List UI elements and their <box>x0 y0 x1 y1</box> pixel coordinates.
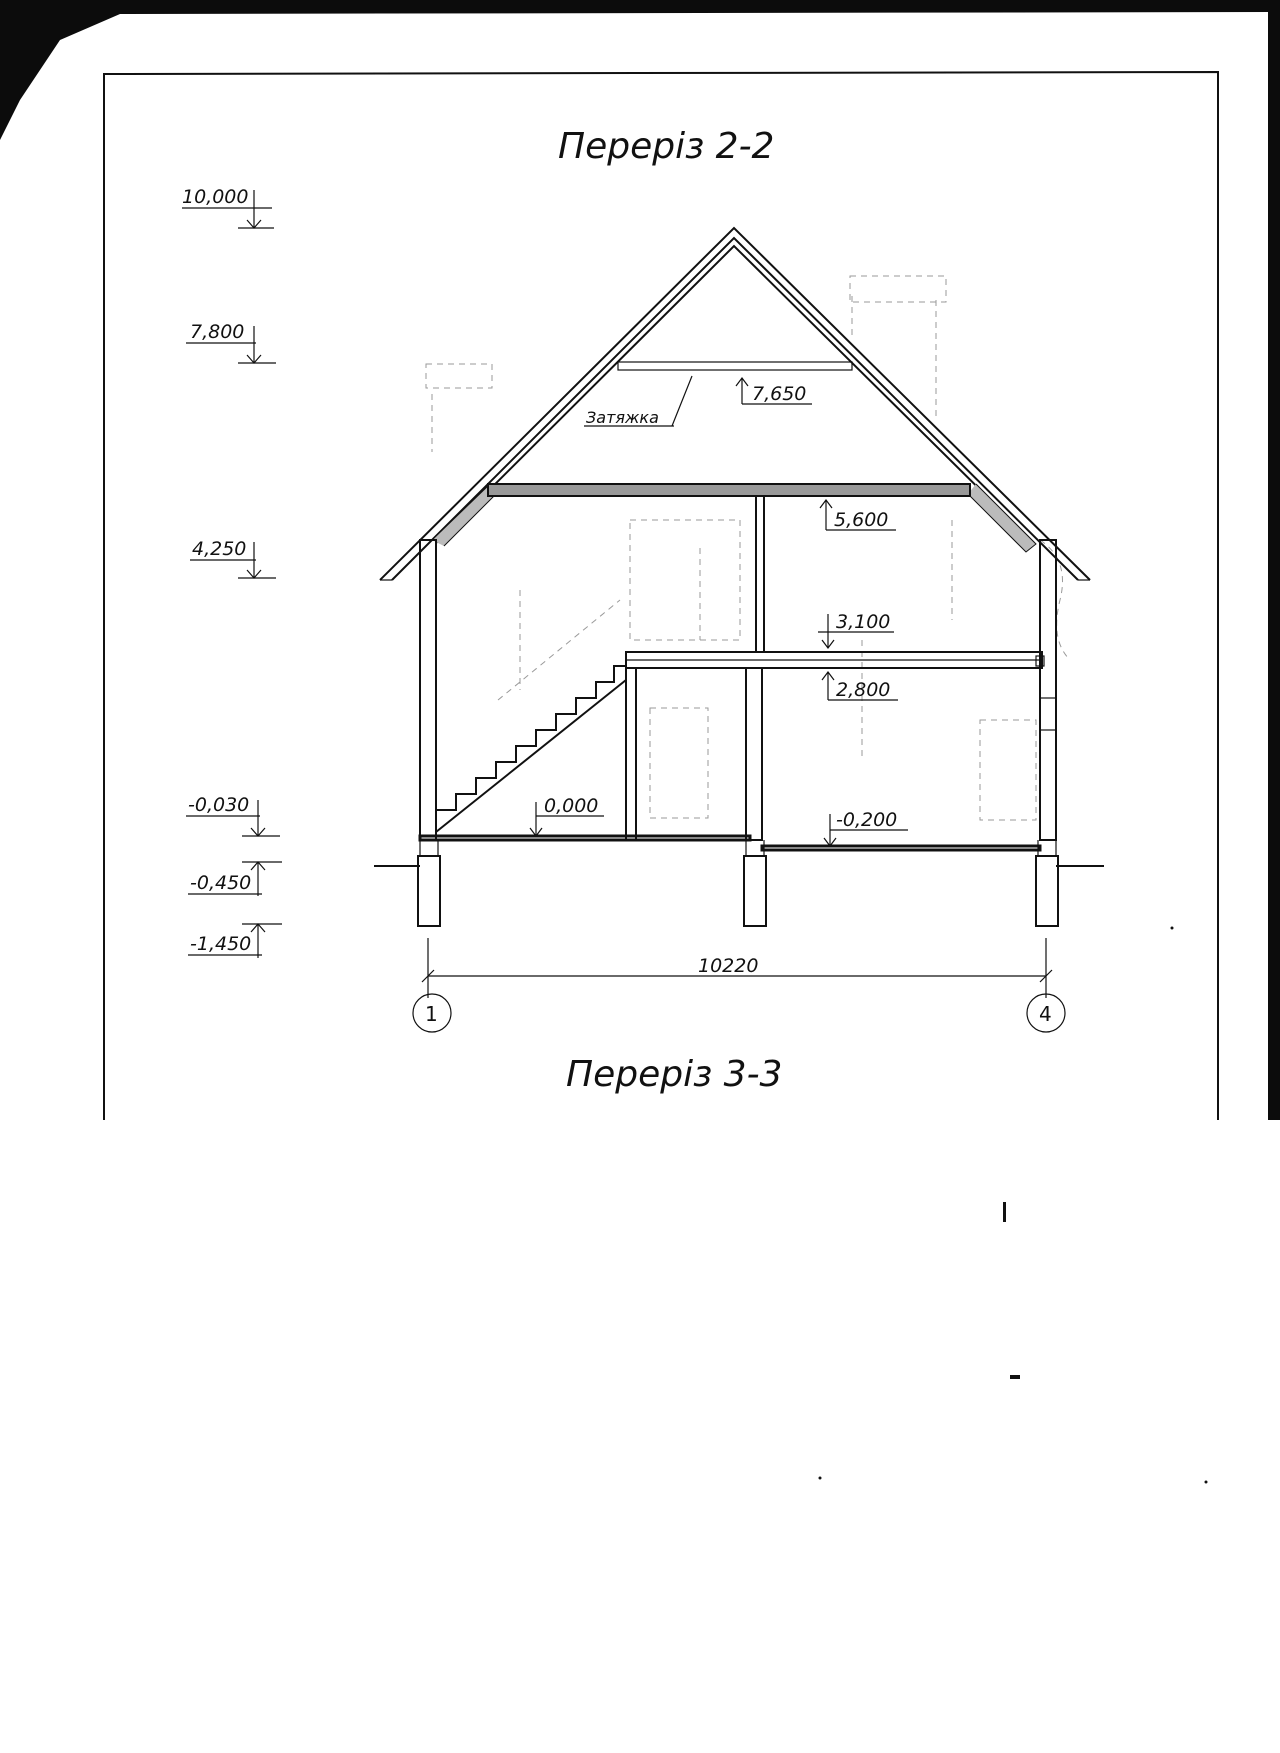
level-mark-7650 <box>736 378 812 405</box>
left-level-marks <box>182 186 282 958</box>
exterior-walls <box>420 540 1056 840</box>
scan-edge-shadow <box>0 0 1280 140</box>
svg-text:4,250: 4,250 <box>192 538 247 560</box>
svg-text:-1,450: -1,450 <box>190 933 252 955</box>
upper-floor-slab <box>626 652 1044 668</box>
level-mark-minus-0450 <box>188 862 282 896</box>
attic-floor-slab <box>488 484 970 496</box>
axis-marker-1 <box>413 994 451 1032</box>
dimension-value: 10220 <box>698 955 759 977</box>
svg-text:0,000: 0,000 <box>544 795 599 817</box>
svg-text:-0,200: -0,200 <box>836 809 898 831</box>
interior-wall-lower <box>746 668 762 840</box>
svg-text:7,800: 7,800 <box>190 321 245 343</box>
stair-wall <box>626 668 636 840</box>
svg-text:2,800: 2,800 <box>836 679 891 701</box>
svg-text:7,650: 7,650 <box>752 383 807 405</box>
level-mark-minus-0200 <box>824 809 908 846</box>
interior-wall-upper <box>756 496 764 652</box>
level-mark-0000 <box>530 795 604 836</box>
svg-text:5,600: 5,600 <box>834 509 889 531</box>
level-mark-5600 <box>820 500 896 531</box>
ground-floor-slab <box>420 836 1040 850</box>
svg-text:4: 4 <box>1039 1002 1052 1026</box>
tie-beam <box>584 362 852 427</box>
axis-marker-4 <box>1027 994 1065 1032</box>
section-title-3-3: Переріз 3-3 <box>566 1054 783 1095</box>
level-mark-4250 <box>190 538 276 578</box>
level-mark-minus-1450 <box>188 924 282 958</box>
level-mark-3100 <box>818 611 894 648</box>
level-mark-2800 <box>822 672 898 701</box>
section-title-2-2: Переріз 2-2 <box>558 126 775 167</box>
level-mark-7800 <box>186 321 276 363</box>
svg-text:-0,450: -0,450 <box>190 872 252 894</box>
drawing-frame <box>104 72 1218 1120</box>
level-mark-10000 <box>182 186 274 228</box>
level-mark-minus-0030 <box>186 794 280 836</box>
svg-text:10,000: 10,000 <box>182 186 249 208</box>
scan-right-edge <box>1268 0 1280 1120</box>
foundations <box>374 840 1104 926</box>
section-level-marks <box>530 378 908 846</box>
ghost-details <box>426 276 1070 820</box>
svg-text:1: 1 <box>425 1002 438 1026</box>
overall-dimension <box>422 938 1052 998</box>
tie-beam-label: Затяжка <box>586 408 659 427</box>
roof <box>380 228 1090 580</box>
svg-text:-0,030: -0,030 <box>188 794 250 816</box>
svg-text:3,100: 3,100 <box>836 611 891 633</box>
scan-specks <box>819 927 1208 1484</box>
